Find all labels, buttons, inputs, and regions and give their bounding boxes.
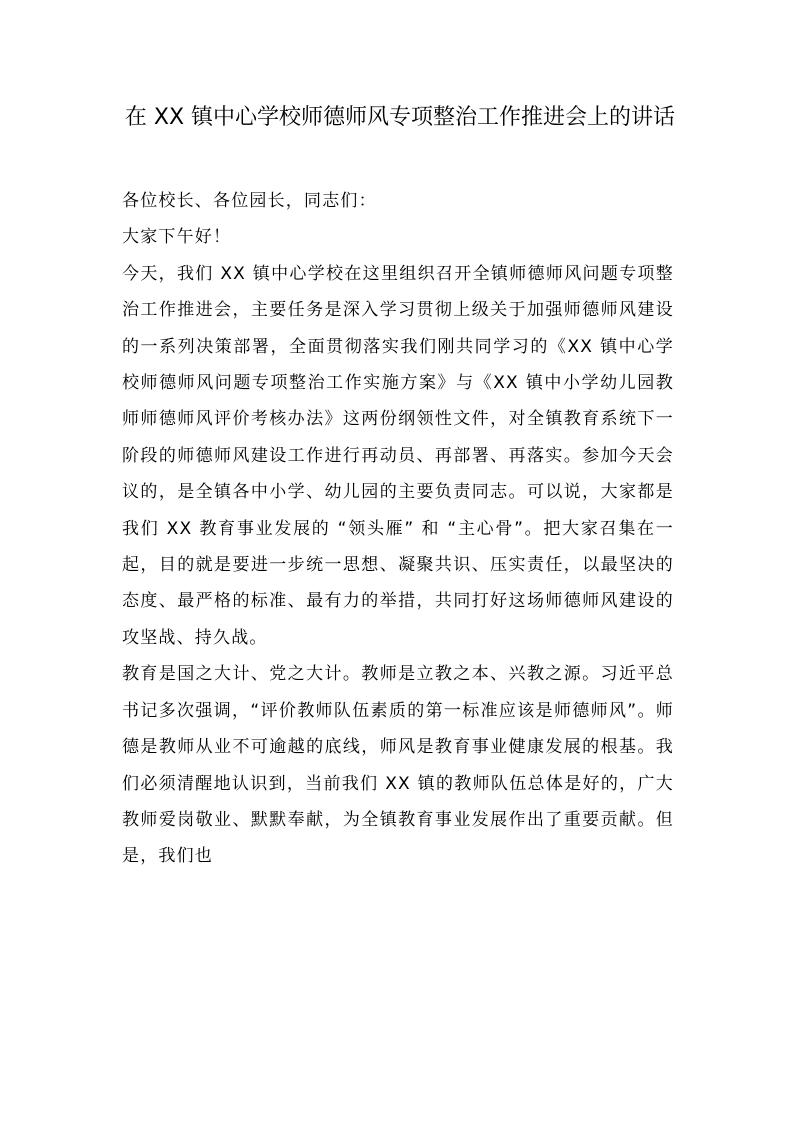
greeting: 大家下午好！ (122, 227, 232, 248)
document-title: 在 XX 镇中心学校师德师风专项整治工作推进会上的讲话 (124, 105, 676, 130)
document-body (122, 183, 674, 875)
salutation: 各位校长、各位园长，同志们： (122, 191, 377, 211)
body-paragraph: 今天，我们 XX 镇中心学校在这里组织召开全镇师德师风问题专项整治工作推进会，主要任务是深入学习贯彻上级关于加强师德师风建设的一系列决策部署，全面贯彻落实我们刚共同学习的《XX 镇中心学校师德师风问题专项整治工作实施方案》与《XX 镇中小学幼儿园教师师德师风评价考核办法》这两份纲领性文件，对全镇教育系统下一阶段的师德师风建设工作进行再动员、再部署、再落实。参加今天会议的，是全镇各中小学、幼儿园的主要负责同志。可以说，大家都是我们 XX 教育事业发展的 “领头雁” 和 “主心骨”。把大家召集在一起，目的就是要进一步统一思想、凝聚共识、压实责任，以最坚决的态度、最严格的标准、最有力的举措，共同打好这场师德师风建设的攻坚战、持久战。 (122, 263, 674, 648)
body-paragraph: 教育是国之大计、党之大计。教师是立教之本、兴教之源。习近平总书记多次强调，“评价教师队伍素质的第一标准应该是师德师风”。师德是教师从业不可逾越的底线，师风是教育事业健康发展的根基。我们必须清醒地认识到，当前我们 XX 镇的教师队伍总体是好的，广大教师爱岗敬业、默默奉献，为全镇教育事业发展作出了重要贡献。但是，我们也 (122, 664, 674, 867)
